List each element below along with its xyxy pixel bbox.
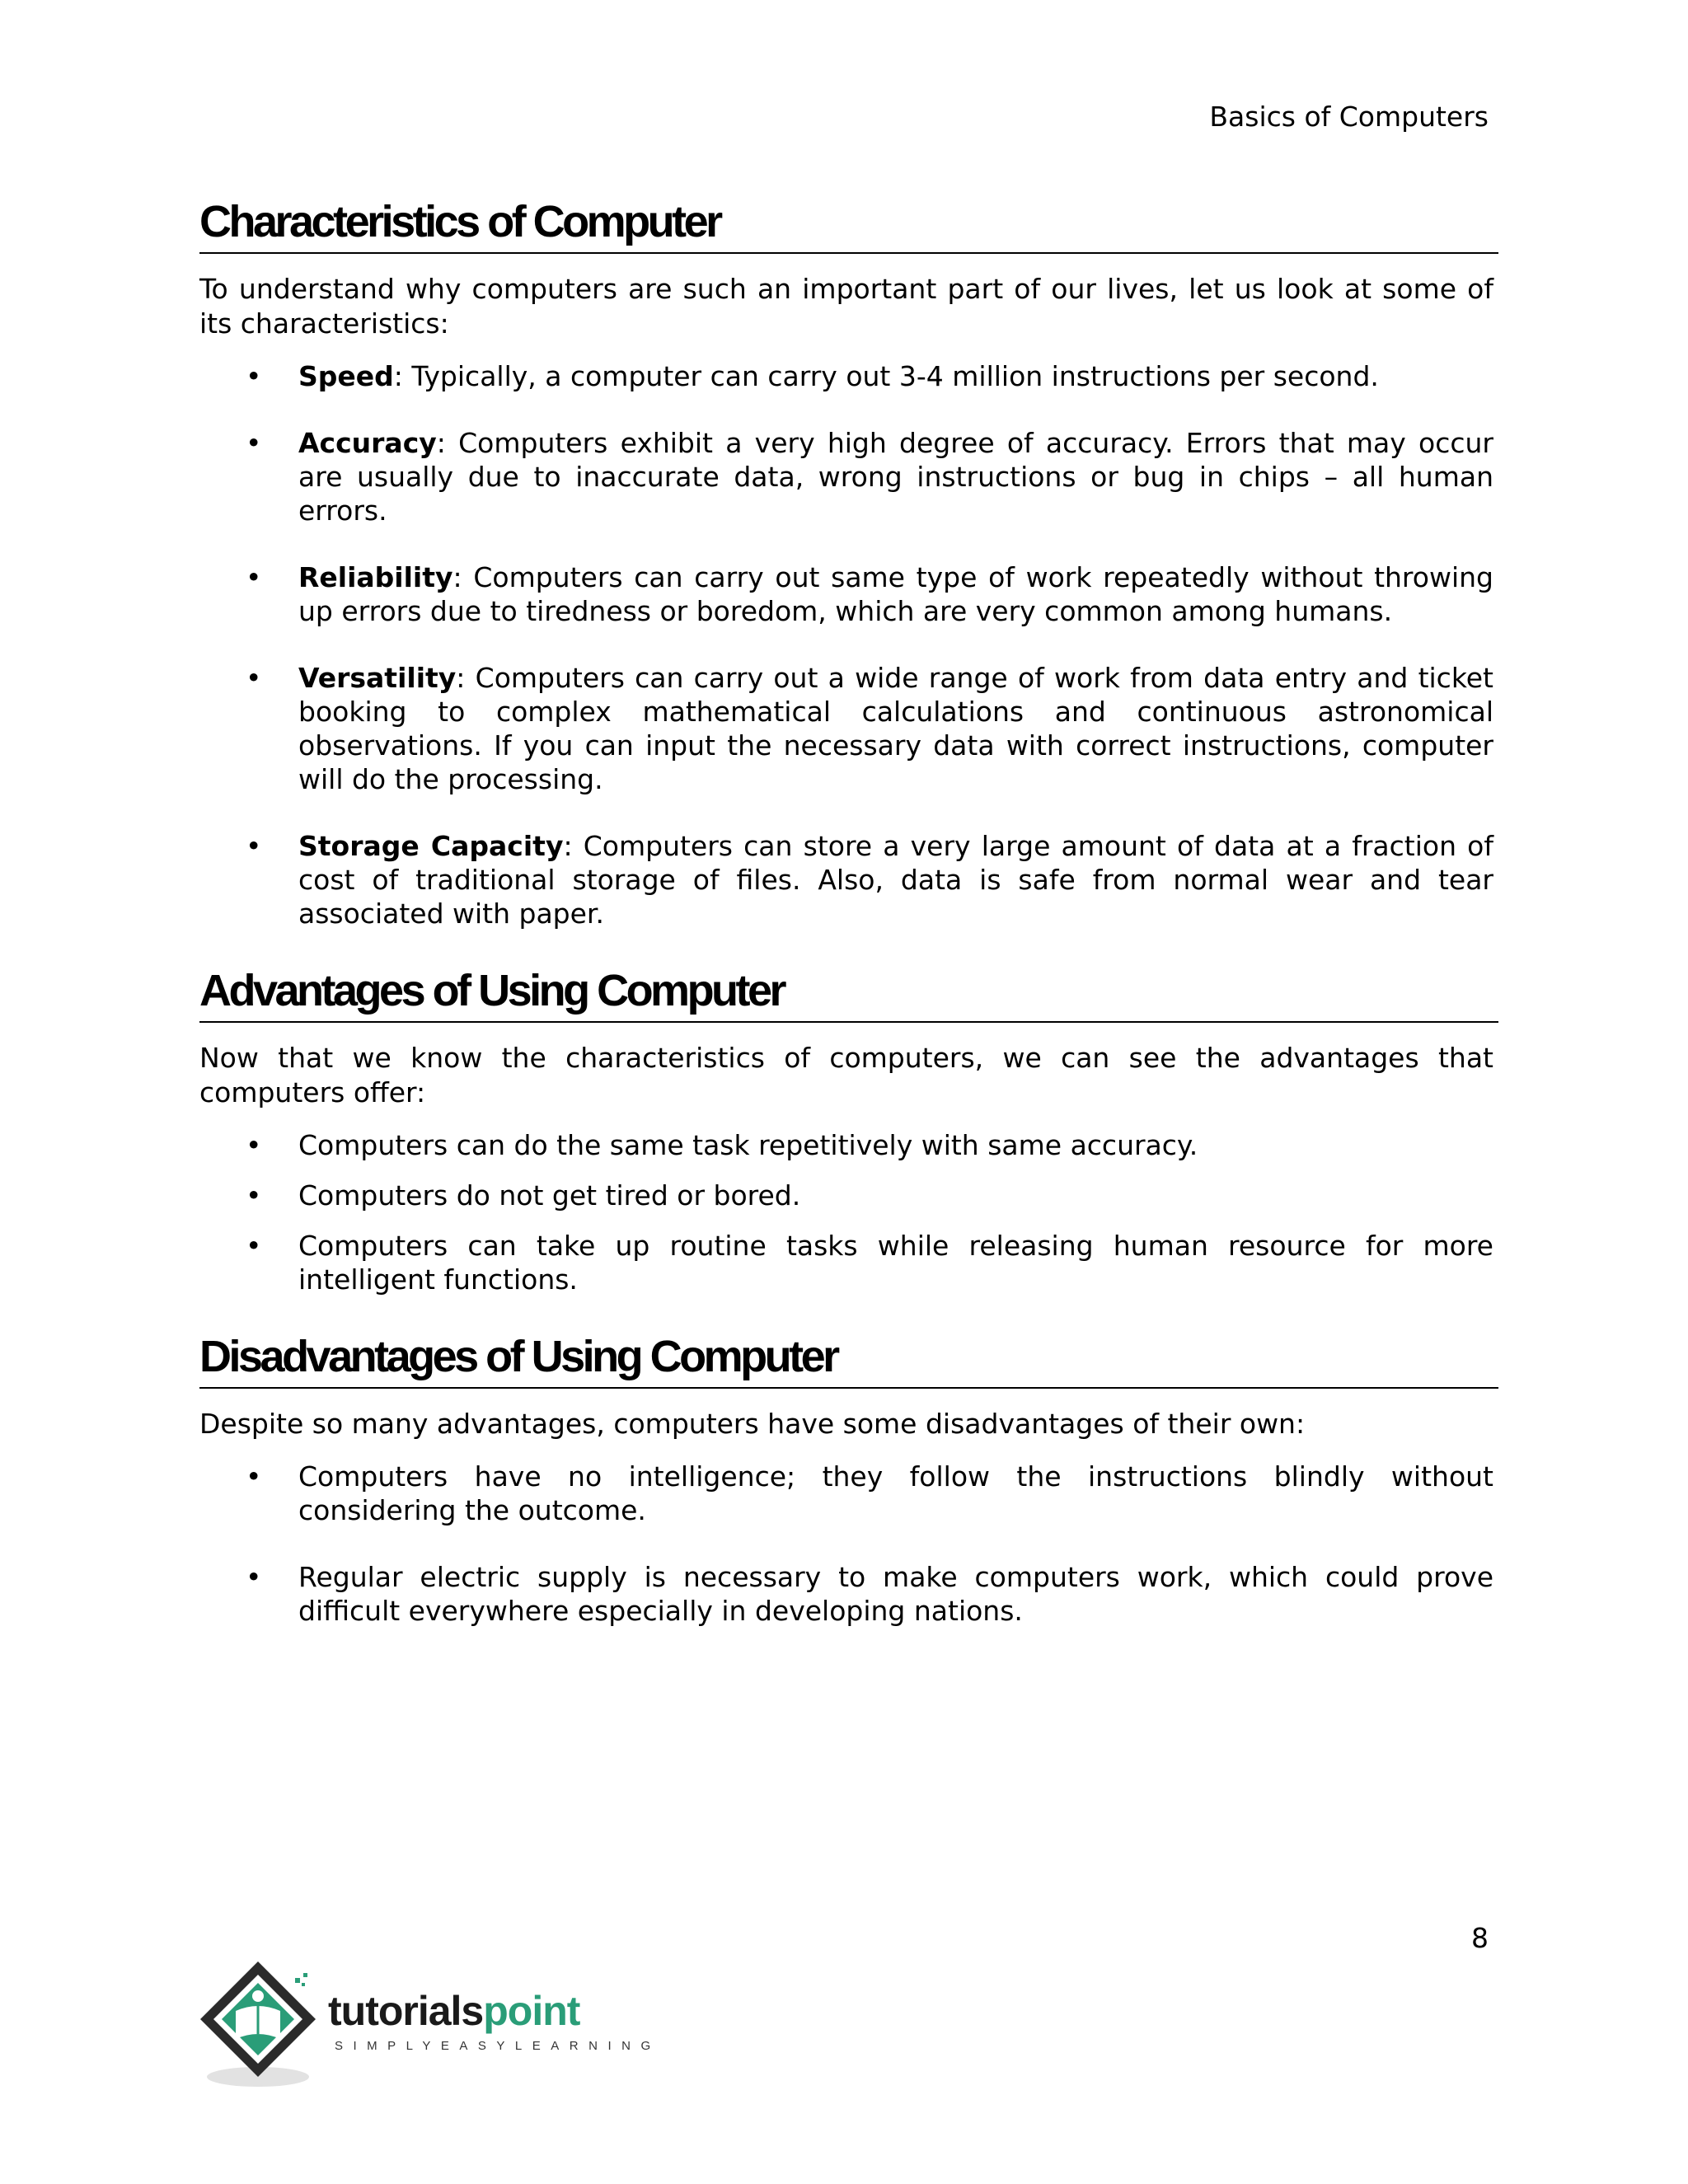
running-header: Basics of Computers bbox=[1209, 101, 1489, 133]
bullet-icon: • bbox=[246, 1561, 262, 1593]
bullet-icon: • bbox=[246, 561, 262, 593]
term-label: Storage Capacity bbox=[298, 830, 564, 862]
list-item-text: Computers can do the same task repetitively with same accuracy. bbox=[298, 1129, 1198, 1161]
term-description: : Computers can store a very large amount of data at a fraction of cost of traditional storage of files. Also, data is safe from normal wear and tear associated with paper. bbox=[298, 830, 1493, 930]
logo-emblem-icon bbox=[196, 1953, 328, 2093]
term-description: : Computers exhibit a very high degree of accuracy. Errors that may occur are usually due to inaccurate data, wrong instructions or bug in chips – all human errors. bbox=[298, 427, 1493, 527]
bullet-icon: • bbox=[246, 1460, 262, 1493]
term-label: Versatility bbox=[298, 662, 457, 694]
page-content bbox=[199, 194, 1493, 1661]
bullet-icon: • bbox=[246, 830, 262, 862]
bullet-list bbox=[199, 1128, 1493, 1296]
logo-tagline: SIMPLYEASYLEARNING bbox=[335, 2039, 661, 2053]
section-intro: Now that we know the characteristics of computers, we can see the advantages that computers offer: bbox=[199, 1042, 1493, 1108]
list-item bbox=[199, 829, 1493, 930]
bullet-icon: • bbox=[246, 1129, 262, 1161]
list-item bbox=[199, 1460, 1493, 1527]
section-characteristics bbox=[199, 194, 1493, 930]
bullet-icon: • bbox=[246, 1230, 262, 1262]
section-heading: Advantages of Using Computer bbox=[199, 963, 1498, 1023]
list-item bbox=[199, 359, 1493, 393]
list-item bbox=[199, 1229, 1493, 1296]
tutorialspoint-logo bbox=[196, 1953, 661, 2093]
section-intro: Despite so many advantages, computers have some disadvantages of their own: bbox=[199, 1408, 1306, 1440]
list-item bbox=[199, 661, 1493, 796]
bullet-list bbox=[199, 1460, 1493, 1628]
term-description: : Computers can carry out same type of work repeatedly without throwing up errors due to tiredness or boredom, which are very common among humans. bbox=[298, 561, 1493, 627]
term-label: Speed bbox=[298, 360, 394, 392]
term-description: : Typically, a computer can carry out 3-4 million instructions per second. bbox=[393, 360, 1379, 392]
bullet-icon: • bbox=[246, 360, 262, 392]
section-advantages bbox=[199, 963, 1493, 1296]
section-heading: Characteristics of Computer bbox=[199, 194, 1498, 254]
term-label: Reliability bbox=[298, 561, 453, 593]
logo-wordmark bbox=[328, 1986, 579, 2036]
logo-word-point: point bbox=[483, 1988, 580, 2034]
bullet-list bbox=[199, 359, 1493, 930]
term-description: : Computers can carry out a wide range of work from data entry and ticket booking to complex mathematical calculations and continuous astronomical observations. If you can input the necessary data with correct instructions, computer will do the processing. bbox=[298, 662, 1493, 795]
list-item-text: Computers have no intelligence; they follow the instructions blindly without considering the outcome. bbox=[298, 1460, 1493, 1526]
page-number: 8 bbox=[1471, 1922, 1489, 1954]
logo-word-tutorials: tutorials bbox=[328, 1988, 484, 2034]
bullet-icon: • bbox=[246, 1179, 262, 1212]
list-item-text: Regular electric supply is necessary to make computers work, which could prove difficult everywhere especially in developing nations. bbox=[298, 1561, 1493, 1627]
list-item bbox=[199, 1179, 1493, 1212]
list-item bbox=[199, 1128, 1493, 1162]
list-item bbox=[199, 1560, 1493, 1628]
bullet-icon: • bbox=[246, 427, 262, 459]
section-intro: To understand why computers are such an important part of our lives, let us look at some of its characteristics: bbox=[199, 273, 1493, 340]
section-heading: Disadvantages of Using Computer bbox=[199, 1329, 1498, 1389]
section-disadvantages bbox=[199, 1329, 1493, 1628]
bullet-icon: • bbox=[246, 662, 262, 694]
list-item bbox=[199, 426, 1493, 527]
list-item-text: Computers can take up routine tasks while releasing human resource for more intelligent functions. bbox=[298, 1230, 1493, 1296]
term-label: Accuracy bbox=[298, 427, 437, 459]
list-item-text: Computers do not get tired or bored. bbox=[298, 1179, 801, 1212]
list-item bbox=[199, 560, 1493, 628]
